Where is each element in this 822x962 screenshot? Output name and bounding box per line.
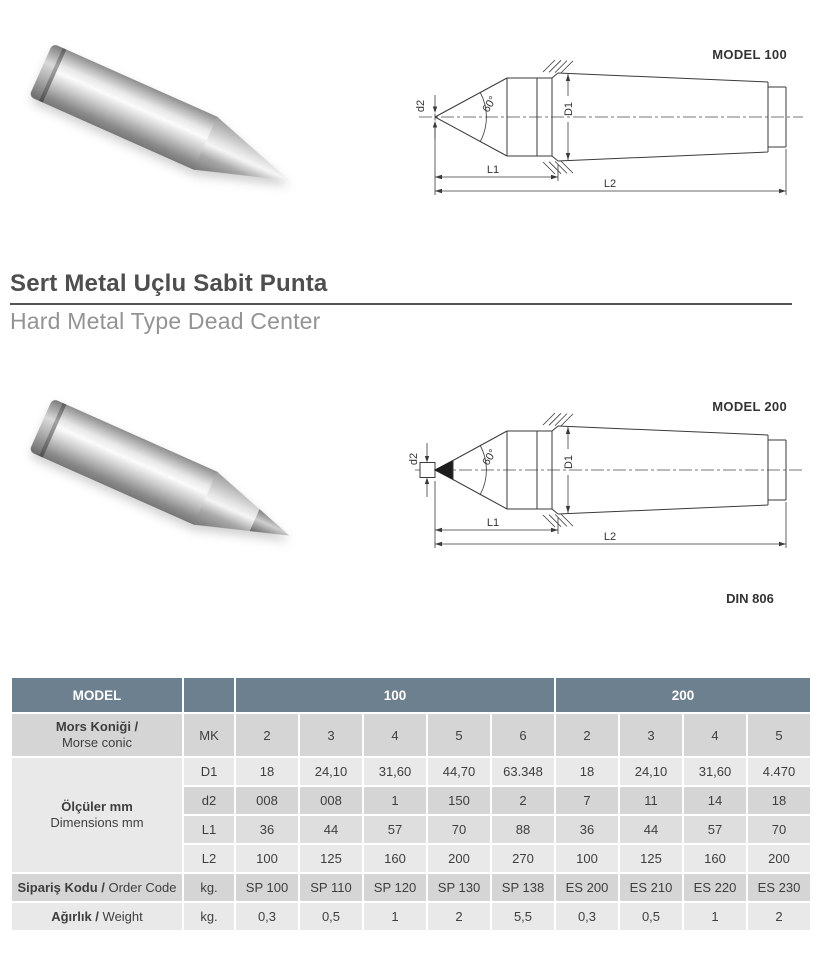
table-cell: 18 <box>556 758 618 785</box>
table-cell: 2 <box>556 714 618 756</box>
table-cell: 31,60 <box>684 758 746 785</box>
table-cell: ES 200 <box>556 874 618 901</box>
table-cell: 1 <box>684 903 746 930</box>
table-cell: 100 <box>236 845 298 872</box>
table-cell: SP 130 <box>428 874 490 901</box>
table-cell: SP 110 <box>300 874 362 901</box>
dim-label-D1: D1 <box>563 101 575 117</box>
table-cell: 2 <box>428 903 490 930</box>
tool-body <box>43 50 218 171</box>
table-cell: 57 <box>364 816 426 843</box>
angle-label: 60° <box>480 94 500 115</box>
table-cell: SP 120 <box>364 874 426 901</box>
table-cell: 70 <box>428 816 490 843</box>
row-unit: L1 <box>184 816 234 843</box>
table-cell: 4.470 <box>748 758 810 785</box>
row-label-order-code: Sipariş Kodu / Order Code <box>12 874 182 901</box>
table-cell: 2 <box>236 714 298 756</box>
grind-hatch-top <box>543 413 573 426</box>
model-100-label: MODEL 100 <box>712 47 787 62</box>
page-title: Sert Metal Uçlu Sabit Punta <box>10 270 792 305</box>
table-cell: ES 210 <box>620 874 682 901</box>
title-block <box>10 270 792 335</box>
table-cell: 270 <box>492 845 554 872</box>
table-cell: 36 <box>236 816 298 843</box>
dim-label-D1: D1 <box>563 454 575 470</box>
row-unit: MK <box>184 714 234 756</box>
page-subtitle: Hard Metal Type Dead Center <box>10 308 321 334</box>
table-cell: 0,3 <box>236 903 298 930</box>
row-unit: kg. <box>184 874 234 901</box>
dim-label-L1: L1 <box>486 164 500 176</box>
header-group-200: 200 <box>556 678 810 712</box>
table-cell: 008 <box>236 787 298 814</box>
table-cell: SP 138 <box>492 874 554 901</box>
table-cell: SP 100 <box>236 874 298 901</box>
dim-label-L2: L2 <box>603 178 617 190</box>
table-cell: 200 <box>748 845 810 872</box>
table-row-order-code <box>12 874 810 901</box>
table-row-morse <box>12 714 810 756</box>
row-unit: d2 <box>184 787 234 814</box>
angle-label: 60° <box>480 447 500 468</box>
specification-table <box>10 676 812 932</box>
carbide-insert <box>435 461 453 480</box>
table-cell: 4 <box>684 714 746 756</box>
technical-drawing-model-100 <box>405 50 815 202</box>
grind-hatch-top <box>543 60 573 73</box>
table-cell: 4 <box>364 714 426 756</box>
table-cell: 63.348 <box>492 758 554 785</box>
table-cell: 5,5 <box>492 903 554 930</box>
table-cell: 11 <box>620 787 682 814</box>
table-cell: ES 230 <box>748 874 810 901</box>
dim-label-d2: d2 <box>408 452 420 466</box>
table-cell: 3 <box>620 714 682 756</box>
header-model: MODEL <box>12 678 182 712</box>
model-200-label: MODEL 200 <box>712 399 787 414</box>
row-unit: kg. <box>184 903 234 930</box>
table-cell: 44 <box>620 816 682 843</box>
table-cell: 125 <box>300 845 362 872</box>
table-cell: 5 <box>428 714 490 756</box>
table-cell: 57 <box>684 816 746 843</box>
header-unit-spacer <box>184 678 234 712</box>
table-cell: ES 220 <box>684 874 746 901</box>
table-cell: 1 <box>364 787 426 814</box>
table-cell: 0,3 <box>556 903 618 930</box>
dead-center-photo-art <box>29 43 301 207</box>
table-cell: 70 <box>748 816 810 843</box>
table-cell: 24,10 <box>300 758 362 785</box>
header-group-100: 100 <box>236 678 554 712</box>
row-unit: D1 <box>184 758 234 785</box>
table-header-row <box>12 678 810 712</box>
table-cell: 18 <box>748 787 810 814</box>
table-cell: 44,70 <box>428 758 490 785</box>
table-cell: 160 <box>684 845 746 872</box>
table-row-d1 <box>12 758 810 785</box>
table-cell: 88 <box>492 816 554 843</box>
table-cell: 008 <box>300 787 362 814</box>
dead-center-photo-art <box>29 398 301 562</box>
row-label-morse: Mors Koniği / Morse conic <box>12 714 182 756</box>
technical-drawing-model-200 <box>405 403 815 555</box>
table-cell: 7 <box>556 787 618 814</box>
table-cell: 0,5 <box>300 903 362 930</box>
dim-label-L2: L2 <box>603 531 617 543</box>
carbide-tip <box>248 505 296 550</box>
tool-body <box>43 405 218 526</box>
table-cell: 0,5 <box>620 903 682 930</box>
tip-stub <box>420 463 435 478</box>
table-cell: 150 <box>428 787 490 814</box>
table-cell: 18 <box>236 758 298 785</box>
table-cell: 44 <box>300 816 362 843</box>
dim-label-L1: L1 <box>486 517 500 529</box>
table-cell: 5 <box>748 714 810 756</box>
dim-label-d2: d2 <box>415 99 427 113</box>
table-cell: 2 <box>492 787 554 814</box>
table-cell: 100 <box>556 845 618 872</box>
table-cell: 6 <box>492 714 554 756</box>
table-cell: 3 <box>300 714 362 756</box>
table-cell: 160 <box>364 845 426 872</box>
table-cell: 125 <box>620 845 682 872</box>
table-row-weight <box>12 903 810 930</box>
table-cell: 24,10 <box>620 758 682 785</box>
row-unit: L2 <box>184 845 234 872</box>
table-cell: 1 <box>364 903 426 930</box>
table-cell: 14 <box>684 787 746 814</box>
table-cell: 2 <box>748 903 810 930</box>
table-cell: 31,60 <box>364 758 426 785</box>
product-photo-model-100 <box>14 15 319 205</box>
product-photo-model-200 <box>14 370 319 560</box>
row-label-dimensions: Ölçüler mm Dimensions mm <box>12 758 182 872</box>
row-label-weight: Ağırlık / Weight <box>12 903 182 930</box>
table-cell: 36 <box>556 816 618 843</box>
table-cell: 200 <box>428 845 490 872</box>
din-standard-label: DIN 806 <box>726 591 774 606</box>
